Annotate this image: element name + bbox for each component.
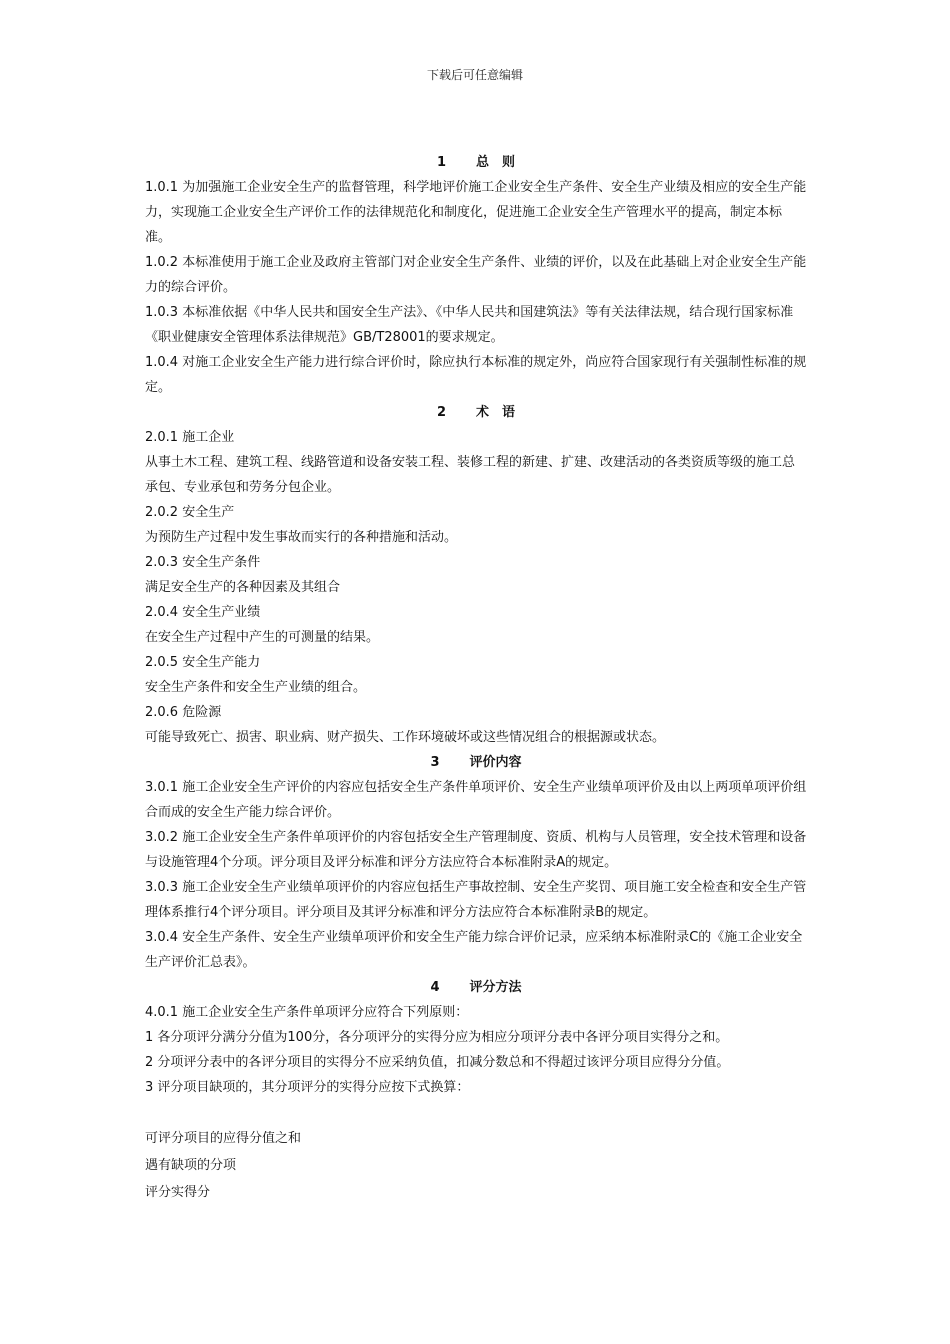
paragraph: 1.0.3 本标准依据《中华人民共和国安全生产法》、《中华人民共和国建筑法》等有关法律法规，结合现行国家标准《职业健康安全管理体系法律规范》GB/T28001的要求规定。 <box>145 305 794 345</box>
paragraph: 2.0.2 安全生产 <box>145 505 235 520</box>
paragraph: 2 分项评分表中的各评分项目的实得分不应采纳负值，扣减分数总和不得超过该评分项目应得分分值。 <box>145 1055 730 1070</box>
section-title: 总 则 <box>476 155 516 170</box>
page-header: 下载后可任意编辑 <box>426 68 523 82</box>
paragraph: 可能导致死亡、损害、职业病、财产损失、工作环境破坏或这些情况组合的根据源或状态。 <box>145 730 666 745</box>
section-number: 2 <box>436 405 447 420</box>
paragraph: 2.0.4 安全生产业绩 <box>145 605 261 620</box>
blank-line <box>145 1100 807 1125</box>
section-heading <box>145 400 807 425</box>
paragraph: 2.0.1 施工企业 <box>145 430 235 445</box>
section-number: 4 <box>430 980 440 995</box>
paragraph: 4.0.1 施工企业安全生产条件单项评分应符合下列原则： <box>145 1005 469 1020</box>
paragraph: 1.0.4 对施工企业安全生产能力进行综合评价时，除应执行本标准的规定外，尚应符合国家现行有关强制性标准的规定。 <box>145 355 807 395</box>
paragraph: 1.0.2 本标准使用于施工企业及政府主管部门对企业安全生产条件、业绩的评价，以及在此基础上对企业安全生产能力的综合评价。 <box>145 255 807 295</box>
section-number: 1 <box>436 155 447 170</box>
paragraph: 从事土木工程、建筑工程、线路管道和设备安装工程、装修工程的新建、扩建、改建活动的各类资质等级的施工总承包、专业承包和劳务分包企业。 <box>145 455 796 495</box>
section-title: 评分方法 <box>469 980 522 995</box>
paragraph: 安全生产条件和安全生产业绩的组合。 <box>145 680 367 695</box>
paragraph: 1.0.1 为加强施工企业安全生产的监督管理，科学地评价施工企业安全生产条件、安全生产业绩及相应的安全生产能力，实现施工企业安全生产评价工作的法律规范化和制度化，促进施工企业安全生产管理水平的提高，制定本标准。 <box>145 180 807 245</box>
paragraph: 3.0.1 施工企业安全生产评价的内容应包括安全生产条件单项评价、安全生产业绩单项评价及由以上两项单项评价组合而成的安全生产能力综合评价。 <box>145 780 807 820</box>
formula-line: 可评分项目的应得分值之和 <box>145 1131 302 1146</box>
paragraph: 3.0.3 施工企业安全生产业绩单项评价的内容应包括生产事故控制、安全生产奖罚、项目施工安全检查和安全生产管理体系推行4个评分项目。评分项目及其评分标准和评分方法应符合本标准附录B的规定。 <box>145 880 807 920</box>
paragraph: 2.0.5 安全生产能力 <box>145 655 261 670</box>
paragraph: 3.0.4 安全生产条件、安全生产业绩单项评价和安全生产能力综合评价记录，应采纳本标准附录C的《施工企业安全生产评价汇总表》。 <box>145 930 803 970</box>
paragraph: 2.0.3 安全生产条件 <box>145 555 261 570</box>
paragraph: 在安全生产过程中产生的可测量的结果。 <box>145 630 380 645</box>
paragraph: 1 各分项评分满分分值为100分，各分项评分的实得分应为相应分项评分表中各评分项目实得分之和。 <box>145 1030 729 1045</box>
paragraph: 为预防生产过程中发生事故而实行的各种措施和活动。 <box>145 530 458 545</box>
paragraph: 2.0.6 危险源 <box>145 705 222 720</box>
section-heading <box>145 975 807 1000</box>
formula-line: 遇有缺项的分项 <box>145 1158 237 1173</box>
paragraph: 3.0.2 施工企业安全生产条件单项评价的内容包括安全生产管理制度、资质、机构与人员管理，安全技术管理和设备与设施管理4个分项。评分项目及评分标准和评分方法应符合本标准附录A的规定。 <box>145 830 807 870</box>
paragraph: 满足安全生产的各种因素及其组合 <box>145 580 341 595</box>
section-heading <box>145 150 807 175</box>
paragraph: 3 评分项目缺项的，其分项评分的实得分应按下式换算： <box>145 1080 470 1095</box>
section-title: 术 语 <box>476 405 516 420</box>
document-body <box>145 150 807 1206</box>
section-heading <box>145 750 807 775</box>
section-number: 3 <box>430 755 440 770</box>
section-title: 评价内容 <box>469 755 522 770</box>
formula-line: 评分实得分 <box>145 1185 211 1200</box>
